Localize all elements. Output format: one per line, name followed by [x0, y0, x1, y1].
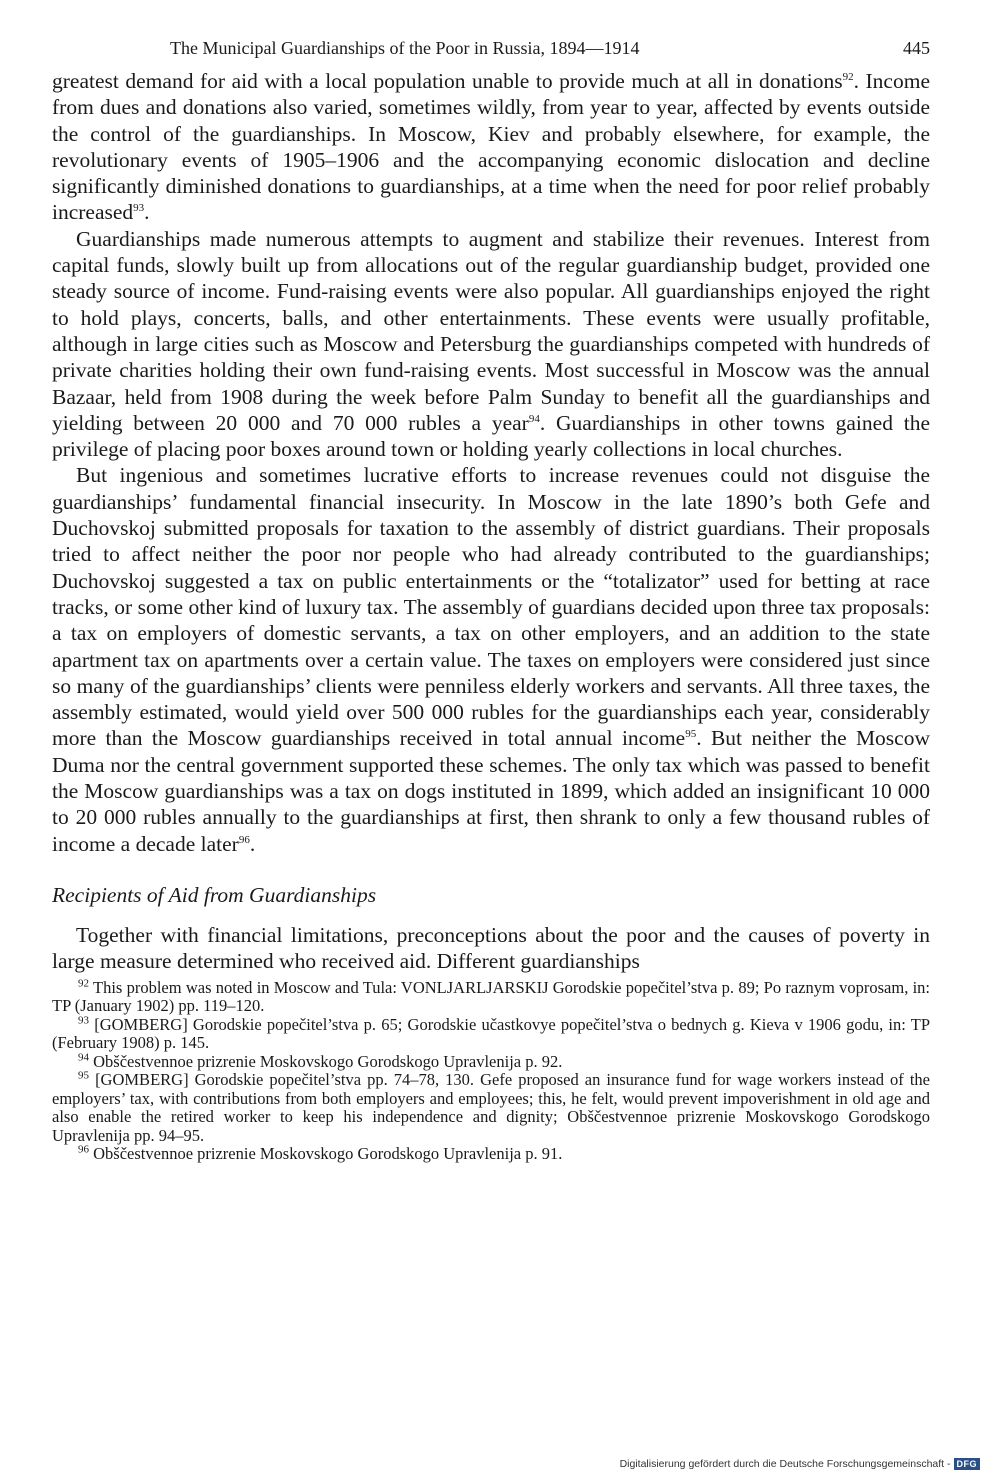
paragraph-1: [52, 68, 930, 226]
footnote-text: Obščestvennoe prizrenie Moskovskogo Gorodskogo Upravlenija p. 92.: [93, 1051, 563, 1071]
running-title: The Municipal Guardianships of the Poor in Russia, 1894—1914: [170, 38, 640, 58]
paragraph-4: Together with financial limitations, preconceptions about the poor and the causes of poverty in large measure determined who received aid. Different guardianships: [52, 922, 930, 974]
page: [52, 34, 930, 1164]
footnote-ref-92[interactable]: 92: [842, 70, 854, 83]
running-header: [52, 34, 930, 68]
paragraph-3: [52, 462, 930, 856]
footnote-ref-96[interactable]: 96: [238, 833, 250, 846]
footnote-mark: 96: [78, 1143, 89, 1156]
paragraph-text: Guardianships made numerous attempts to augment and stabilize their revenues. Interest from capital funds, slowly built up from allocations out of the regular guardianship budget, provided one steady source of income. Fund-raising events were also popular. All guardianships enjoyed the right to hold plays, concerts, balls, and other entertainments. These events were usually profitable, although in large cities such as Moscow and Petersburg the guardianships competed with hundreds of private charities holding their own fund-raising events. Most successful in Moscow was the annual Bazaar, held from 1908 during the week before Palm Sunday to benefit all the guardianships and yielding between 20 000 and 70 000 rubles a year: [52, 226, 930, 435]
paragraph-text: greatest demand for aid with a local population unable to provide much at all in donations: [52, 69, 843, 93]
footnote-mark: 94: [78, 1051, 89, 1063]
footnote-text: This problem was noted in Moscow and Tula: VONLJARLJARSKIJ Gorodskie popečitel’stva p. 89; Po raznym voprosam, in: TP (January 1902) pp. 119–120.: [52, 977, 931, 1015]
article-body: [52, 68, 930, 975]
paragraph-text: .: [144, 200, 150, 225]
paragraph-2: [52, 226, 930, 463]
footnote-ref-95[interactable]: 95: [685, 728, 697, 741]
paragraph-text: . But neither the Moscow Duma nor the central government supported these schemes. The only tax which was passed to benefit the Moscow guardianships was a tax on dogs instituted in 1899, which added an insignificant 10 000 to 20 000 rubles annually to the guardianships at first, then shrank to only a few thousand rubles of income a decade later: [52, 726, 930, 856]
footnote-text: [GOMBERG] Gorodskie popečitel’stva p. 65; Gorodskie učastkovye popečitel’stva o bednych g. Kieva v 1906 godu, in: TP (February 1908) p. 145.: [52, 1014, 930, 1052]
page-number: 445: [903, 38, 930, 58]
footnotes: [52, 979, 930, 1164]
footnote-ref-94[interactable]: 94: [528, 412, 540, 425]
footer-text: Digitalisierung gefördert durch die Deutsche Forschungsgemeinschaft -: [619, 1458, 951, 1470]
footnote-text: [GOMBERG] Gorodskie popečitel’stva pp. 74–78, 130. Gefe proposed an insurance fund for wage workers instead of the employers’ tax, with contributions from both employers and employees; this, he felt, would prevent impoverishment in old age and also enable the retired worker to keep his independence and dignity; Obščestvennoe prizrenie Moskovskogo Gorodskogo Upravlenija pp. 94–95.: [52, 1070, 931, 1145]
footnote-94: [52, 1053, 930, 1072]
paragraph-text: But ingenious and sometimes lucrative efforts to increase revenues could not disguise the guardianships’ fundamental financial insecurity. In Moscow in the late 1890’s both Gefe and Duchovskoj submitted proposals for taxation to the assembly of district guardians. Their proposals tried to affect neither the poor nor people who had already contributed to the guardianships; Duchovskoj suggested a tax on public entertainments or the “totalizator” used for betting at race tracks, or some other kind of luxury tax. The assembly of guardians decided upon three tax proposals: a tax on employers of domestic servants, a tax on other employers, and an addition to the state apartment tax on apartments over a certain value. The taxes on employers were considered just since so many of the guardianships’ clients were penniless elderly workers and servants. All three taxes, the assembly estimated, would yield over 500 000 rubles for the guardianships each year, considerably more than the Moscow guardianships received in total annual income: [52, 463, 930, 751]
section-heading: Recipients of Aid from Guardianships: [52, 882, 377, 907]
footnote-93: [52, 1016, 930, 1053]
footnote-mark: 92: [78, 977, 89, 989]
footnote-95: [52, 1071, 930, 1145]
digitization-footer: [620, 1458, 980, 1470]
footnote-text: Obščestvennoe prizrenie Moskovskogo Gorodskogo Upravlenija p. 91.: [93, 1144, 563, 1163]
footnote-mark: 93: [78, 1014, 89, 1026]
footnote-92: [52, 979, 930, 1016]
footnote-mark: 95: [78, 1069, 89, 1082]
paragraph-text: . Income from dues and donations also varied, sometimes wildly, from year to year, affected by events outside the control of the guardianships. In Moscow, Kiev and probably elsewhere, for example, the revolutionary events of 1905–1906 and the accompanying economic dislocation and decline significantly diminished donations to guardianships, at a time when the need for poor relief probably increased: [52, 69, 930, 225]
dfg-logo-icon: DFG: [954, 1458, 981, 1470]
footnote-ref-93[interactable]: 93: [133, 202, 145, 215]
paragraph-text: .: [249, 831, 256, 856]
footnote-96: [52, 1145, 930, 1164]
paragraph-text: . Guardianships in other towns gained the privilege of placing poor boxes around town or holding yearly collections in local churches.: [52, 410, 931, 462]
